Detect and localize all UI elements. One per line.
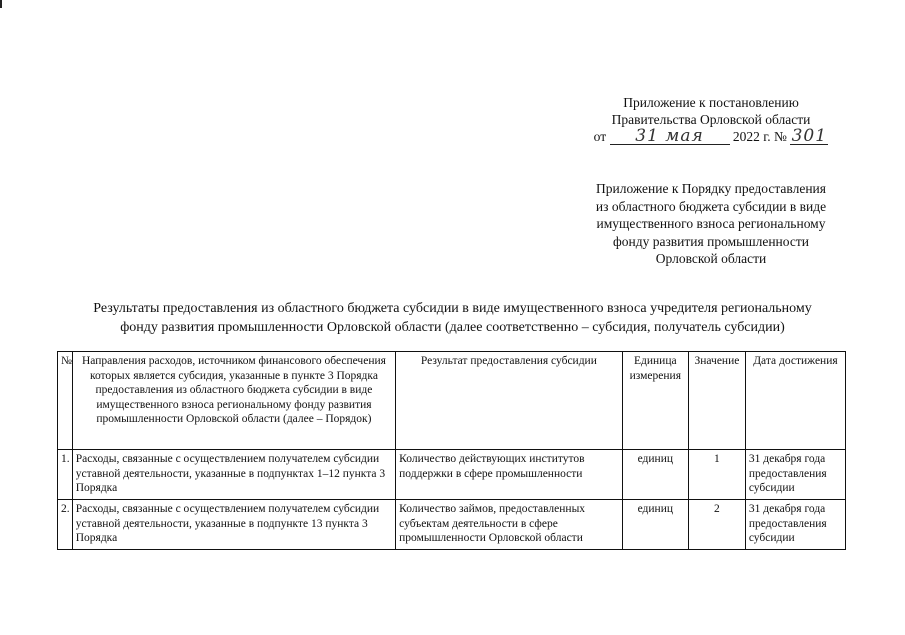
header-unit: Единица измерения: [622, 352, 688, 450]
cell-value: 1: [688, 450, 745, 500]
header-num: №: [58, 352, 73, 450]
appendix-order-block: [575, 180, 847, 268]
header-date: Дата достижения: [745, 352, 845, 450]
year-text: 2022 г. №: [732, 129, 787, 144]
cell-result: Количество действующих институтов поддержки в сфере промышленности: [396, 450, 622, 500]
title-line2: фонду развития промышленности Орловской области (далее соответственно – субсидия, получатель субсидии): [120, 319, 785, 335]
appendix-order-line5: Орловской области: [655, 251, 767, 266]
header-result: Результат предоставления субсидии: [396, 352, 622, 450]
appendix-order-line2: из областного бюджета субсидии в виде: [595, 198, 827, 214]
appendix-order-line1: Приложение к Порядку предоставления: [596, 181, 826, 196]
cell-num: 2.: [58, 500, 73, 550]
table-header-row: [58, 352, 846, 450]
appendix-order-line4: фонду развития промышленности: [613, 233, 809, 249]
header-direction: Направления расходов, источником финансового обеспечения которых является субсидия, указанные в пункте 3 Порядка предоставления из областного бюджета субсидии в виде имущественного взноса региональному фонду развития промышленности Орловской области (далее – Порядок): [72, 352, 395, 450]
cell-date: 31 декабря года предоставления субсидии: [745, 450, 845, 500]
appendix-resolution-line2: Правительства Орловской области: [611, 112, 811, 127]
resolution-date-line: [582, 128, 840, 145]
appendix-resolution-line1: Приложение к постановлению: [623, 95, 799, 110]
cell-num: 1.: [58, 450, 73, 500]
document-title: [40, 300, 865, 337]
scan-mark: [0, 0, 2, 8]
date-prefix: от: [593, 129, 607, 144]
cell-direction: Расходы, связанные с осуществлением получателем субсидии уставной деятельности, указанные в подпунктах 1–12 пункта 3 Порядка: [72, 450, 395, 500]
handwritten-date: 31 мая: [610, 128, 730, 145]
cell-value: 2: [688, 500, 745, 550]
table-row: [58, 500, 846, 550]
cell-result: Количество займов, предоставленных субъектам деятельности в сфере промышленности Орловской области: [396, 500, 622, 550]
table-row: [58, 450, 846, 500]
cell-direction: Расходы, связанные с осуществлением получателем субсидии уставной деятельности, указанные в подпункте 13 пункта 3 Порядка: [72, 500, 395, 550]
results-table: [57, 351, 846, 550]
appendix-order-line3: имущественного взноса региональному: [596, 216, 826, 231]
appendix-resolution-block: [582, 94, 840, 145]
cell-date: 31 декабря года предоставления субсидии: [745, 500, 845, 550]
cell-unit: единиц: [622, 450, 688, 500]
header-value: Значение: [688, 352, 745, 450]
cell-unit: единиц: [622, 500, 688, 550]
title-line1: Результаты предоставления из областного бюджета субсидии в виде имущественного взноса учредителя региональному: [93, 301, 812, 316]
handwritten-number: 301: [791, 126, 828, 146]
